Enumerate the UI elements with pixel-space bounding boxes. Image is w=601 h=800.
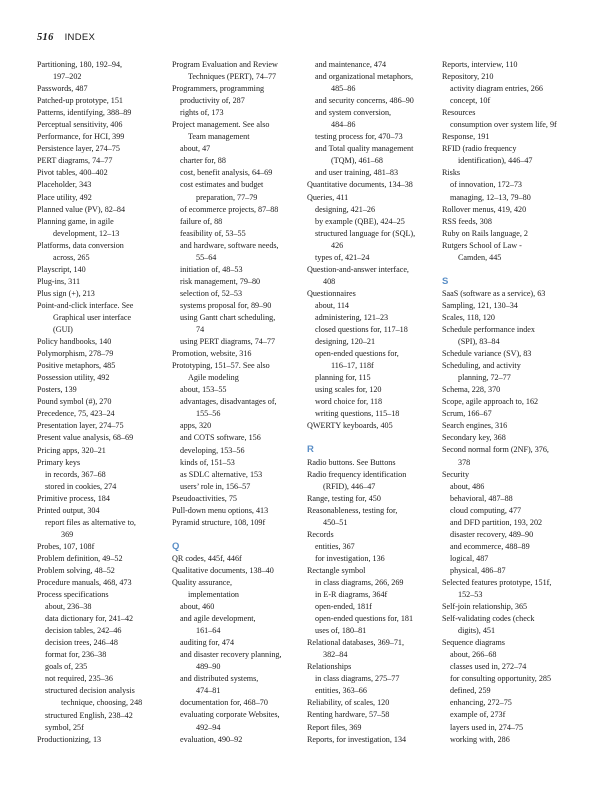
index-subentry: writing questions, 115–18 [315,409,400,419]
index-entry: Polymorphism, 278–79 [37,349,114,359]
index-subentry: decision tables, 242–46 [45,626,122,636]
index-entry: QWERTY keyboards, 405 [307,421,393,431]
index-entry: Pound symbol (#), 270 [37,397,112,407]
index-entry: Relational databases, 369–71, [307,638,405,648]
index-subentry: structured English, 238–42 [45,710,133,720]
index-entry: Problem definition, 49–52 [37,553,123,563]
index-subentry: decision trees, 246–48 [45,638,118,648]
index-subentry: risk management, 79–80 [180,276,261,286]
index-subentry: and maintenance, 474 [315,60,387,69]
index-column-2 [172,59,300,746]
index-subentry: activity diagram entries, 266 [450,84,543,94]
index-entry: Present value analysis, 68–69 [37,433,134,443]
index-subentry: format for, 236–38 [45,650,107,660]
index-subentry: initiation of, 48–53 [180,264,243,274]
index-subentry: disaster recovery, 489–90 [450,529,534,539]
index-entry-continuation: development, 12–13 [53,228,120,238]
index-subentry: classes used in, 272–74 [450,662,527,672]
index-entry: Second normal form (2NF), 376, [442,445,549,455]
index-entry: Scales, 118, 120 [442,312,495,322]
index-entry: Program Evaluation and Review [172,60,278,69]
index-entry: Placeholder, 343 [37,180,92,190]
index-subentry: for consulting opportunity, 285 [450,674,552,684]
index-subentry: as SDLC alternative, 153 [180,469,263,479]
index-entry: Reports, for investigation, 134 [307,734,407,744]
page-header [37,32,95,43]
index-subentry: and ecommerce, 488–89 [450,541,530,551]
index-entry: Performance, for HCI, 399 [37,132,125,142]
index-entry: Persistence layer, 274–75 [37,144,120,154]
section-letter-heading: S [442,275,449,287]
index-subentry: users’ role in, 156–57 [180,481,251,491]
index-subentry: example of, 273f [450,710,506,720]
index-entry: Relationships [307,662,352,672]
index-subentry: symbol, 25f [45,722,84,732]
index-entry: Reasonableness, testing for, [307,505,398,515]
index-subentry: structured language for (SQL), [315,228,416,238]
index-entry-continuation: implementation [188,590,239,600]
index-entry: Presentation layer, 274–75 [37,421,124,431]
index-entry: Platforms, data conversion [37,240,124,250]
index-entry: Programmers, programming [172,84,265,94]
index-entry-continuation: planning, 72–77 [458,373,511,383]
index-entry: Quantitative documents, 134–38 [307,180,413,190]
index-entry: SaaS (software as a service), 63 [442,288,546,298]
index-entry: Planned value (PV), 82–84 [37,204,126,214]
index-entry: Primary keys [37,457,81,467]
index-entry: Secondary key, 368 [442,433,506,443]
index-subentry: and distributed systems, [180,674,259,684]
index-entry: Queries, 411 [307,192,349,202]
index-entry-continuation: 55–64 [196,252,217,262]
index-subentry: and user training, 481–83 [315,168,399,178]
index-subentry: kinds of, 151–53 [180,457,235,467]
index-subentry: charter for, 88 [180,156,226,166]
index-entry: Rectangle symbol [307,565,366,575]
index-entry-continuation: Agile modeling [188,373,239,383]
index-entry: Radio buttons. See Buttons [307,457,396,467]
index-entry: Posters, 139 [37,385,77,395]
index-entry: Renting hardware, 57–58 [307,710,390,720]
index-entry: Repository, 210 [442,72,494,82]
index-entry-continuation: digits), 451 [458,626,496,636]
index-subentry: enhancing, 272–75 [450,698,512,708]
index-subentry: about, 236–38 [45,602,92,612]
index-subentry: of ecommerce projects, 87–88 [180,204,279,214]
index-entry: Plug-ins, 311 [37,276,81,286]
index-subentry: in class diagrams, 266, 269 [315,577,404,587]
index-entry: Schedule variance (SV), 83 [442,349,532,359]
index-subentry: of innovation, 172–73 [450,180,522,190]
index-subentry: using Gantt chart scheduling, [180,312,276,322]
index-entry: Quality assurance, [172,577,233,587]
index-entry: Self-join relationship, 365 [442,602,528,612]
index-subentry: planning for, 115 [315,373,371,383]
index-entry-continuation: 116–17, 118f [331,361,374,371]
index-subentry: physical, 486–87 [450,565,506,575]
index-subentry: layers used in, 274–75 [450,722,524,732]
running-head: INDEX [64,32,96,43]
index-subentry: about, 153–55 [180,385,227,395]
index-entry: Pull-down menu options, 413 [172,505,269,515]
index-entry: Schedule performance index [442,324,535,334]
index-subentry: designing, 421–26 [315,204,376,214]
index-entry: Range, testing for, 450 [307,493,381,503]
index-subentry: entities, 363–66 [315,686,367,696]
index-subentry: stored in cookies, 274 [45,481,117,491]
index-subentry: concept, 10f [450,96,491,106]
index-subentry: evaluating corporate Websites, [180,710,280,720]
index-entry: Selected features prototype, 151f, [442,577,552,587]
index-subentry: report files as alternative to, [45,517,136,527]
index-subentry: uses of, 180–81 [315,626,367,636]
index-subentry: and Total quality management [315,144,414,154]
index-column-3 [307,59,435,746]
index-subentry: rights of, 173 [180,108,224,118]
index-subentry: feasibility of, 53–55 [180,228,246,238]
index-subentry: about, 47 [180,144,211,154]
index-subentry: managing, 12–13, 79–80 [450,192,531,202]
index-subentry: testing process for, 470–73 [315,132,403,142]
index-entry: Problem solving, 48–52 [37,565,115,575]
index-entry-continuation: 378 [458,457,471,467]
index-entry: Pseudoactivities, 75 [172,493,237,503]
index-subentry: closed questions for, 117–18 [315,325,408,335]
index-entry: Rollover menus, 419, 420 [442,204,527,214]
index-subentry: in records, 367–68 [45,469,106,479]
index-entry: RFID (radio frequency [442,144,517,154]
index-entry-continuation: across, 265 [53,252,90,262]
index-entry: Scrum, 166–67 [442,409,492,419]
index-subentry: types of, 421–24 [315,252,370,262]
index-subentry: and COTS software, 156 [180,433,261,443]
index-subentry: designing, 120–21 [315,337,376,347]
index-subentry: failure of, 88 [180,216,223,226]
index-entry-continuation: Team management [188,132,250,142]
index-subentry: working with, 286 [450,734,510,744]
index-subentry: in E-R diagrams, 364f [315,590,388,600]
index-entry: Printed output, 304 [37,505,100,515]
section-letter-heading: R [307,444,314,456]
index-entry: Place utility, 492 [37,192,92,202]
index-entry: Records [307,529,334,539]
index-entry: Rutgers School of Law - [442,240,522,250]
index-entry-continuation: 155–56 [196,409,221,419]
index-entry-continuation: 408 [323,276,336,286]
index-entry: Partitioning, 180, 192–94, [37,60,123,69]
index-entry: Patched-up prototype, 151 [37,96,123,106]
index-subentry: goals of, 235 [45,662,88,672]
index-subentry: about, 460 [180,602,215,612]
index-entry: Promotion, website, 316 [172,349,252,359]
index-entry: Plus sign (+), 213 [37,288,95,298]
index-entry: Pyramid structure, 108, 109f [172,517,266,527]
index-subentry: defined, 259 [450,686,491,696]
index-subentry: and hardware, software needs, [180,240,279,250]
index-subentry: evaluation, 490–92 [180,734,243,744]
index-entry: Planning game, in agile [37,216,114,226]
index-entry: Process specifications [37,590,109,600]
index-subentry: in class diagrams, 275–77 [315,674,400,684]
index-entry: Possession utility, 492 [37,373,110,383]
index-subentry: documentation for, 468–70 [180,698,268,708]
index-subentry: advantages, disadvantages of, [180,397,277,407]
index-entry-continuation: 485–86 [331,84,356,94]
index-entry: Ruby on Rails language, 2 [442,228,528,238]
index-entry: Question-and-answer interface, [307,264,409,274]
index-entry-continuation: (TQM), 461–68 [331,156,383,166]
index-subentry: open-ended questions for, [315,349,399,359]
index-entry-continuation: (RFID), 446–47 [323,481,376,491]
index-subentry: selection of, 52–53 [180,288,243,298]
index-entry-continuation: Graphical user interface [53,312,132,322]
index-entry: Perceptual sensitivity, 406 [37,120,123,130]
index-entry: Reports, interview, 110 [442,60,518,69]
index-subentry: using scales for, 120 [315,385,382,395]
index-entry-continuation: preparation, 77–79 [196,192,258,202]
index-entry: PERT diagrams, 74–77 [37,156,113,166]
index-entry: RSS feeds, 308 [442,216,492,226]
index-subentry: by example (QBE), 424–25 [315,216,405,226]
section-letter-heading: Q [172,540,180,552]
index-subentry: using PERT diagrams, 74–77 [180,337,276,347]
index-entry: Security [442,469,470,479]
index-subentry: administering, 121–23 [315,312,389,322]
index-entry-continuation: Camden, 445 [458,252,502,262]
index-column-4 [442,59,570,746]
index-entry: Primitive process, 184 [37,493,110,503]
index-entry: Search engines, 316 [442,421,508,431]
index-entry: Project management. See also [172,120,270,130]
index-entry-continuation: 474–81 [196,686,221,696]
index-entry: Qualitative documents, 138–40 [172,565,274,575]
index-entry: Productionizing, 13 [37,734,102,744]
index-entry: QR codes, 445f, 446f [172,553,242,563]
index-entry: Response, 191 [442,132,490,142]
page-number: 516 [37,32,54,43]
index-entry: Pricing apps, 320–21 [37,445,106,455]
index-entry: Self-validating codes (check [442,614,535,624]
index-entry-continuation: 161–64 [196,626,221,636]
index-subentry: about, 266–68 [450,650,497,660]
index-entry: Point-and-click interface. See [37,300,134,310]
index-entry-continuation: technique, choosing, 248 [61,698,143,708]
index-entry: Risks [442,168,461,178]
index-entry-continuation: 369 [61,529,74,539]
index-subentry: developing, 153–56 [180,445,245,455]
index-entry-continuation: 197–202 [53,72,82,82]
index-subentry: cost estimates and budget [180,180,264,190]
index-entry: Procedure manuals, 468, 473 [37,578,132,588]
index-subentry: not required, 235–36 [45,674,113,684]
index-entry: Precedence, 75, 423–24 [37,409,115,419]
index-entry: Positive metaphors, 485 [37,361,116,371]
index-subentry: cost, benefit analysis, 64–69 [180,168,273,178]
index-subentry: data dictionary for, 241–42 [45,614,134,624]
index-entry: Questionnaires [307,288,356,298]
index-subentry: about, 486 [450,481,485,491]
index-entry: Patterns, identifying, 388–89 [37,108,132,118]
index-subentry: structured decision analysis [45,686,135,696]
index-entry-continuation: Techniques (PERT), 74–77 [188,72,277,82]
index-subentry: open-ended questions for, 181 [315,614,414,624]
index-entry: Playscript, 140 [37,264,86,274]
index-subentry: auditing for, 474 [180,638,235,648]
index-subentry: entities, 367 [315,541,355,551]
index-entry-continuation: 450–51 [323,517,348,527]
index-subentry: cloud computing, 477 [450,505,522,515]
index-subentry: for investigation, 136 [315,553,385,563]
index-entry-continuation: identification), 446–47 [458,156,533,166]
index-entry: Prototyping, 151–57. See also [172,361,270,371]
index-entry-continuation: 426 [331,240,344,250]
index-entry: Policy handbooks, 140 [37,337,112,347]
index-entry: Scheduling, and activity [442,361,521,371]
index-entry-continuation: 382–84 [323,650,348,660]
index-entry-continuation: 74 [196,325,205,335]
index-subentry: apps, 320 [180,421,212,431]
index-subentry: and DFD partition, 193, 202 [450,517,543,527]
index-entry-continuation: 489–90 [196,662,221,672]
index-subentry: productivity of, 287 [180,96,245,106]
index-subentry: consumption over system life, 9f [450,120,557,130]
index-subentry: and disaster recovery planning, [180,650,282,660]
index-entry: Probes, 107, 108f [37,541,95,551]
index-entry-continuation: (GUI) [53,325,73,335]
index-entry: Passwords, 487 [37,84,88,94]
index-subentry: and organizational metaphors, [315,72,413,82]
index-entry: Resources [442,108,476,118]
index-subentry: and agile development, [180,614,256,624]
index-subentry: about, 114 [315,300,349,310]
index-column-1 [37,59,165,746]
index-subentry: logical, 487 [450,553,489,563]
index-subentry: and system conversion, [315,108,392,118]
index-entry: Scope, agile approach to, 162 [442,397,539,407]
index-entry-continuation: 484–86 [331,120,356,130]
index-entry: Pivot tables, 400–402 [37,168,108,178]
index-entry: Sampling, 121, 130–34 [442,300,518,310]
index-entry-continuation: 152–53 [458,590,483,600]
index-subentry: open-ended, 181f [315,602,372,612]
index-entry: Radio frequency identification [307,469,407,479]
index-subentry: systems proposal for, 89–90 [180,300,272,310]
index-entry: Schema, 228, 370 [442,385,501,395]
index-entry: Sequence diagrams [442,638,505,648]
index-entry: Reliability, of scales, 120 [307,698,390,708]
index-subentry: word choice for, 118 [315,397,383,407]
index-subentry: and security concerns, 486–90 [315,96,414,106]
index-entry-continuation: (SPI), 83–84 [458,337,500,347]
index-entry: Report files, 369 [307,722,362,732]
index-entry-continuation: 492–94 [196,722,221,732]
index-subentry: behavioral, 487–88 [450,493,513,503]
